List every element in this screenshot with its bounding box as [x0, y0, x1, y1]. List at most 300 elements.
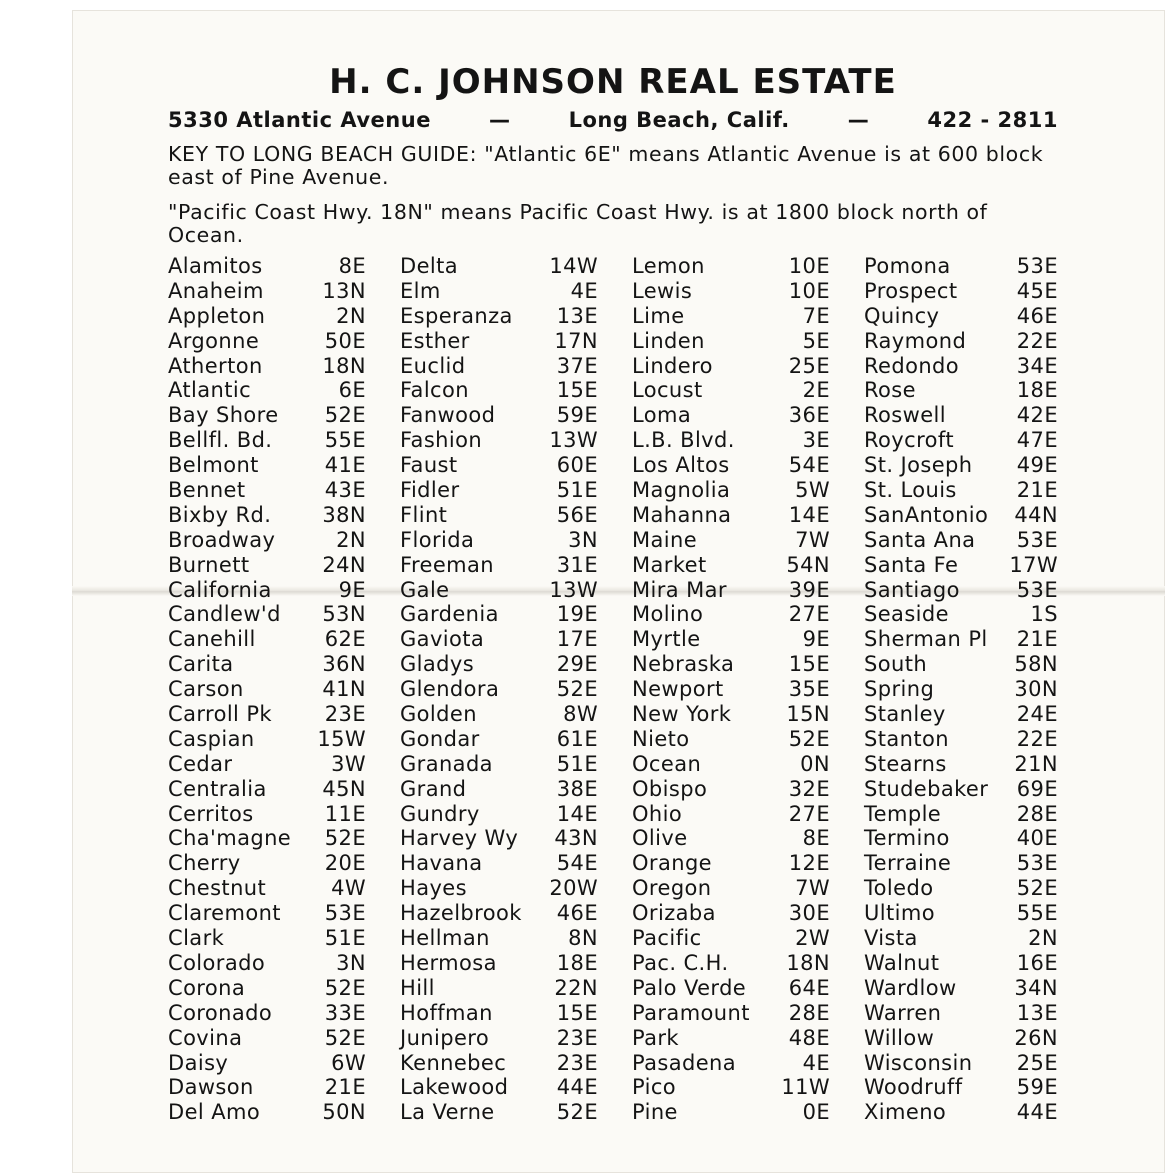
street-entry [864, 627, 1064, 652]
street-entry [400, 652, 632, 677]
street-entry [864, 254, 1064, 279]
separator-dash: — [847, 108, 870, 132]
block-code: 23E [556, 1050, 598, 1075]
street-entry [400, 329, 632, 354]
street-entry [168, 901, 400, 926]
street-name: Newport [632, 677, 724, 702]
street-entry [168, 329, 400, 354]
street-name: Toledo [864, 876, 934, 901]
street-entry [864, 926, 1064, 951]
street-name: Santiago [864, 577, 960, 602]
block-code: 29E [556, 652, 598, 677]
block-code: 21E [1016, 627, 1058, 652]
block-code: 18E [1016, 378, 1058, 403]
block-code: 53E [1016, 577, 1058, 602]
block-code: 5W [795, 478, 830, 503]
street-entry [632, 428, 864, 453]
street-name: Hill [400, 975, 435, 1000]
street-name: St. Joseph [864, 453, 973, 478]
street-name: South [864, 652, 928, 677]
street-entry [632, 1026, 864, 1051]
street-name: Atherton [168, 353, 263, 378]
street-name: Los Altos [632, 453, 730, 478]
street-entry [168, 727, 400, 752]
block-code: 10E [788, 278, 830, 303]
street-name: Maine [632, 527, 698, 552]
street-name: Orizaba [632, 901, 716, 926]
block-code: 56E [556, 502, 598, 527]
street-name: St. Louis [864, 478, 957, 503]
street-name: Roswell [864, 403, 947, 428]
block-code: 58N [1014, 652, 1058, 677]
block-code: 30E [788, 901, 830, 926]
street-entry [168, 802, 400, 827]
street-entry [632, 602, 864, 627]
street-name: Chestnut [168, 876, 267, 901]
street-entry [168, 652, 400, 677]
block-code: 50N [322, 1100, 366, 1125]
street-index [168, 254, 1068, 1134]
street-entry [632, 1075, 864, 1100]
block-code: 14E [556, 801, 598, 826]
block-code: 13N [322, 278, 366, 303]
street-name: Prospect [864, 278, 958, 303]
street-entry [864, 951, 1064, 976]
block-code: 11W [781, 1075, 830, 1100]
street-entry [400, 702, 632, 727]
street-name: Sherman Pl [864, 627, 988, 652]
street-name: Mira Mar [632, 577, 727, 602]
street-name: Vista [864, 926, 918, 951]
street-name: Seaside [864, 602, 949, 627]
street-entry [168, 378, 400, 403]
block-code: 7W [795, 527, 830, 552]
block-code: 21E [1016, 478, 1058, 503]
street-name: Palo Verde [632, 975, 747, 1000]
street-entry [864, 1100, 1064, 1125]
street-name: Faust [400, 453, 458, 478]
block-code: 50E [324, 328, 366, 353]
street-entry [168, 1001, 400, 1026]
street-name: Broadway [168, 527, 276, 552]
street-entry [168, 627, 400, 652]
block-code: 4W [331, 876, 366, 901]
street-entry [864, 1001, 1064, 1026]
street-entry [168, 752, 400, 777]
street-name: Bixby Rd. [168, 502, 272, 527]
street-name: Quincy [864, 303, 940, 328]
street-entry [632, 727, 864, 752]
street-name: Freeman [400, 552, 494, 577]
street-name: Cerritos [168, 801, 254, 826]
street-name: Willow [864, 1025, 935, 1050]
street-entry [400, 354, 632, 379]
street-entry [400, 578, 632, 603]
street-entry [400, 602, 632, 627]
block-code: 69E [1016, 776, 1058, 801]
block-code: 62E [324, 627, 366, 652]
block-code: 55E [1016, 901, 1058, 926]
block-code: 52E [788, 726, 830, 751]
street-entry [400, 752, 632, 777]
street-name: Hayes [400, 876, 467, 901]
street-name: Ohio [632, 801, 683, 826]
street-name: Gondar [400, 726, 480, 751]
block-code: 25E [788, 353, 830, 378]
street-entry [864, 752, 1064, 777]
street-entry [632, 354, 864, 379]
street-entry [168, 403, 400, 428]
street-name: Florida [400, 527, 475, 552]
street-name: Gardenia [400, 602, 499, 627]
street-entry [400, 478, 632, 503]
block-code: 0N [800, 751, 830, 776]
block-code: 48E [788, 1025, 830, 1050]
street-entry [632, 1001, 864, 1026]
street-entry [632, 627, 864, 652]
street-name: Grand [400, 776, 467, 801]
block-code: 59E [1016, 1075, 1058, 1100]
block-code: 16E [1016, 950, 1058, 975]
block-code: 53E [1016, 527, 1058, 552]
phone-number: 422 - 2811 [927, 108, 1058, 132]
street-name: Hermosa [400, 950, 497, 975]
street-entry [400, 851, 632, 876]
street-column-3 [632, 254, 864, 1134]
street-entry [400, 926, 632, 951]
block-code: 5E [802, 328, 830, 353]
block-code: 47E [1016, 428, 1058, 453]
street-name: Del Amo [168, 1100, 261, 1125]
block-code: 3N [336, 950, 366, 975]
block-code: 17N [554, 328, 598, 353]
block-code: 0E [802, 1100, 830, 1125]
block-code: 52E [324, 975, 366, 1000]
block-code: 55E [324, 428, 366, 453]
street-name: Colorado [168, 950, 266, 975]
block-code: 25E [1016, 1050, 1058, 1075]
block-code: 59E [556, 403, 598, 428]
block-code: 30N [1014, 677, 1058, 702]
block-code: 54E [556, 851, 598, 876]
street-name: Santa Ana [864, 527, 976, 552]
street-entry [632, 1051, 864, 1076]
street-entry [400, 727, 632, 752]
street-entry [864, 503, 1064, 528]
street-name: Caspian [168, 726, 255, 751]
street-entry [400, 1001, 632, 1026]
street-name: Golden [400, 702, 477, 727]
street-entry [864, 602, 1064, 627]
street-name: Santa Fe [864, 552, 959, 577]
street-name: Roycroft [864, 428, 954, 453]
block-code: 9E [802, 627, 830, 652]
street-name: Rose [864, 378, 916, 403]
street-entry [400, 378, 632, 403]
block-code: 45E [1016, 278, 1058, 303]
street-entry [632, 702, 864, 727]
street-name: Olive [632, 826, 688, 851]
block-code: 53E [324, 901, 366, 926]
street-entry [400, 677, 632, 702]
block-code: 41N [322, 677, 366, 702]
street-entry [864, 901, 1064, 926]
block-code: 17W [1009, 552, 1058, 577]
block-code: 38N [322, 502, 366, 527]
street-entry [400, 304, 632, 329]
street-name: Argonne [168, 328, 260, 353]
block-code: 64E [788, 975, 830, 1000]
street-entry [864, 1026, 1064, 1051]
street-entry [864, 453, 1064, 478]
block-code: 2N [336, 303, 366, 328]
block-code: 52E [556, 1100, 598, 1125]
street-entry [632, 951, 864, 976]
street-entry [632, 677, 864, 702]
street-entry [168, 478, 400, 503]
street-name: Stanton [864, 726, 949, 751]
street-name: Elm [400, 278, 441, 303]
street-entry [400, 627, 632, 652]
street-name: Lindero [632, 353, 713, 378]
street-name: Corona [168, 975, 246, 1000]
street-name: Coronado [168, 1000, 273, 1025]
street-entry [864, 378, 1064, 403]
street-name: New York [632, 702, 732, 727]
street-entry [632, 777, 864, 802]
street-name: Dawson [168, 1075, 254, 1100]
street-name: Lakewood [400, 1075, 509, 1100]
block-code: 2N [336, 527, 366, 552]
street-name: Hellman [400, 926, 490, 951]
street-name: Gundry [400, 801, 480, 826]
street-entry [168, 453, 400, 478]
street-name: Lemon [632, 254, 705, 278]
block-code: 7W [795, 876, 830, 901]
block-code: 51E [324, 926, 366, 951]
block-code: 4E [570, 278, 598, 303]
block-code: 53N [322, 602, 366, 627]
street-name: Oregon [632, 876, 712, 901]
street-name: Pasadena [632, 1050, 737, 1075]
block-code: 15E [556, 378, 598, 403]
street-column-1 [168, 254, 400, 1134]
block-code: 39E [788, 577, 830, 602]
block-code: 54N [786, 552, 830, 577]
street-name: Fidler [400, 478, 460, 503]
block-code: 61E [556, 726, 598, 751]
block-code: 34E [1016, 353, 1058, 378]
block-code: 23E [324, 702, 366, 727]
block-code: 28E [1016, 801, 1058, 826]
block-code: 1S [1030, 602, 1058, 627]
street-entry [168, 702, 400, 727]
street-name: Carita [168, 652, 234, 677]
block-code: 4E [802, 1050, 830, 1075]
street-entry [864, 826, 1064, 851]
street-entry [632, 826, 864, 851]
street-column-2 [400, 254, 632, 1134]
street-name: Cherry [168, 851, 241, 876]
street-entry [632, 254, 864, 279]
block-code: 27E [788, 801, 830, 826]
street-entry [864, 279, 1064, 304]
street-name: Pico [632, 1075, 677, 1100]
street-entry [864, 329, 1064, 354]
street-name: Anaheim [168, 278, 264, 303]
street-name: Redondo [864, 353, 960, 378]
street-name: Gaviota [400, 627, 485, 652]
street-entry [168, 553, 400, 578]
street-name: Cedar [168, 751, 233, 776]
street-name: Molino [632, 602, 704, 627]
street-name: Esther [400, 328, 470, 353]
street-name: Wardlow [864, 975, 957, 1000]
street-name: Obispo [632, 776, 708, 801]
street-name: Walnut [864, 950, 940, 975]
street-name: Cha'magne [168, 826, 292, 851]
street-entry [632, 876, 864, 901]
block-code: 20W [549, 876, 598, 901]
street-entry [400, 254, 632, 279]
block-code: 43E [324, 478, 366, 503]
block-code: 52E [324, 826, 366, 851]
street-entry [400, 901, 632, 926]
street-entry [168, 976, 400, 1001]
street-name: Alamitos [168, 254, 263, 278]
street-entry [168, 602, 400, 627]
street-name: Studebaker [864, 776, 989, 801]
block-code: 8N [568, 926, 598, 951]
street-entry [632, 279, 864, 304]
block-code: 45N [322, 776, 366, 801]
street-name: Pacific [632, 926, 702, 951]
street-entry [864, 403, 1064, 428]
street-name: Orange [632, 851, 712, 876]
block-code: 26N [1014, 1025, 1058, 1050]
block-code: 3N [568, 527, 598, 552]
block-code: 15E [788, 652, 830, 677]
street-name: Loma [632, 403, 692, 428]
street-name: Lime [632, 303, 685, 328]
street-entry [400, 403, 632, 428]
block-code: 36E [788, 403, 830, 428]
street-name: Gladys [400, 652, 475, 677]
street-column-4 [864, 254, 1064, 1134]
street-entry [632, 652, 864, 677]
block-code: 8E [338, 254, 366, 278]
block-code: 51E [556, 478, 598, 503]
block-code: 22E [1016, 328, 1058, 353]
block-code: 44E [1016, 1100, 1058, 1125]
street-name: Raymond [864, 328, 967, 353]
street-entry [168, 826, 400, 851]
block-code: 8W [563, 702, 598, 727]
block-code: 2W [795, 926, 830, 951]
block-code: 8E [802, 826, 830, 851]
street-name: Warren [864, 1000, 942, 1025]
street-name: Stearns [864, 751, 947, 776]
street-name: Junipero [400, 1025, 490, 1050]
block-code: 18N [786, 950, 830, 975]
street-name: Ocean [632, 751, 702, 776]
block-code: 38E [556, 776, 598, 801]
street-name: Fashion [400, 428, 483, 453]
street-entry [400, 876, 632, 901]
block-code: 24E [1016, 702, 1058, 727]
street-name: Belmont [168, 453, 259, 478]
block-code: 52E [324, 1025, 366, 1050]
street-name: Daisy [168, 1050, 229, 1075]
street-entry [632, 802, 864, 827]
block-code: 31E [556, 552, 598, 577]
block-code: 35E [788, 677, 830, 702]
block-code: 17E [556, 627, 598, 652]
block-code: 28E [788, 1000, 830, 1025]
street-entry [632, 851, 864, 876]
block-code: 34N [1014, 975, 1058, 1000]
block-code: 41E [324, 453, 366, 478]
street-entry [864, 652, 1064, 677]
street-name: Spring [864, 677, 935, 702]
street-entry [632, 901, 864, 926]
street-name: Lewis [632, 278, 693, 303]
block-code: 40E [1016, 826, 1058, 851]
block-code: 46E [1016, 303, 1058, 328]
block-code: 3W [331, 751, 366, 776]
street-entry [168, 254, 400, 279]
street-name: Woodruff [864, 1075, 963, 1100]
street-entry [632, 329, 864, 354]
street-entry [168, 503, 400, 528]
street-entry [864, 528, 1064, 553]
street-name: Canehill [168, 627, 256, 652]
block-code: 6W [331, 1050, 366, 1075]
block-code: 19E [556, 602, 598, 627]
street-entry [168, 1075, 400, 1100]
block-code: 6E [338, 378, 366, 403]
street-entry [864, 428, 1064, 453]
street-name: Myrtle [632, 627, 701, 652]
street-entry [400, 1026, 632, 1051]
block-code: 13E [556, 303, 598, 328]
page-title: H. C. JOHNSON REAL ESTATE [329, 62, 897, 102]
street-name: Hazelbrook [400, 901, 522, 926]
street-name: Covina [168, 1025, 243, 1050]
block-code: 27E [788, 602, 830, 627]
street-entry [632, 1100, 864, 1125]
street-entry [400, 1100, 632, 1125]
street-entry [864, 354, 1064, 379]
street-name: Havana [400, 851, 483, 876]
street-entry [400, 453, 632, 478]
street-name: Bellfl. Bd. [168, 428, 273, 453]
street-name: Atlantic [168, 378, 252, 403]
street-entry [400, 1051, 632, 1076]
street-name: Temple [864, 801, 942, 826]
block-code: 22N [554, 975, 598, 1000]
block-code: 14E [788, 502, 830, 527]
street-name: Termino [864, 826, 950, 851]
street-name: Ultimo [864, 901, 935, 926]
block-code: 9E [338, 577, 366, 602]
street-name: Flint [400, 502, 448, 527]
street-entry [400, 802, 632, 827]
block-code: 3E [802, 428, 830, 453]
block-code: 2N [1028, 926, 1058, 951]
street-entry [632, 478, 864, 503]
street-entry [168, 578, 400, 603]
